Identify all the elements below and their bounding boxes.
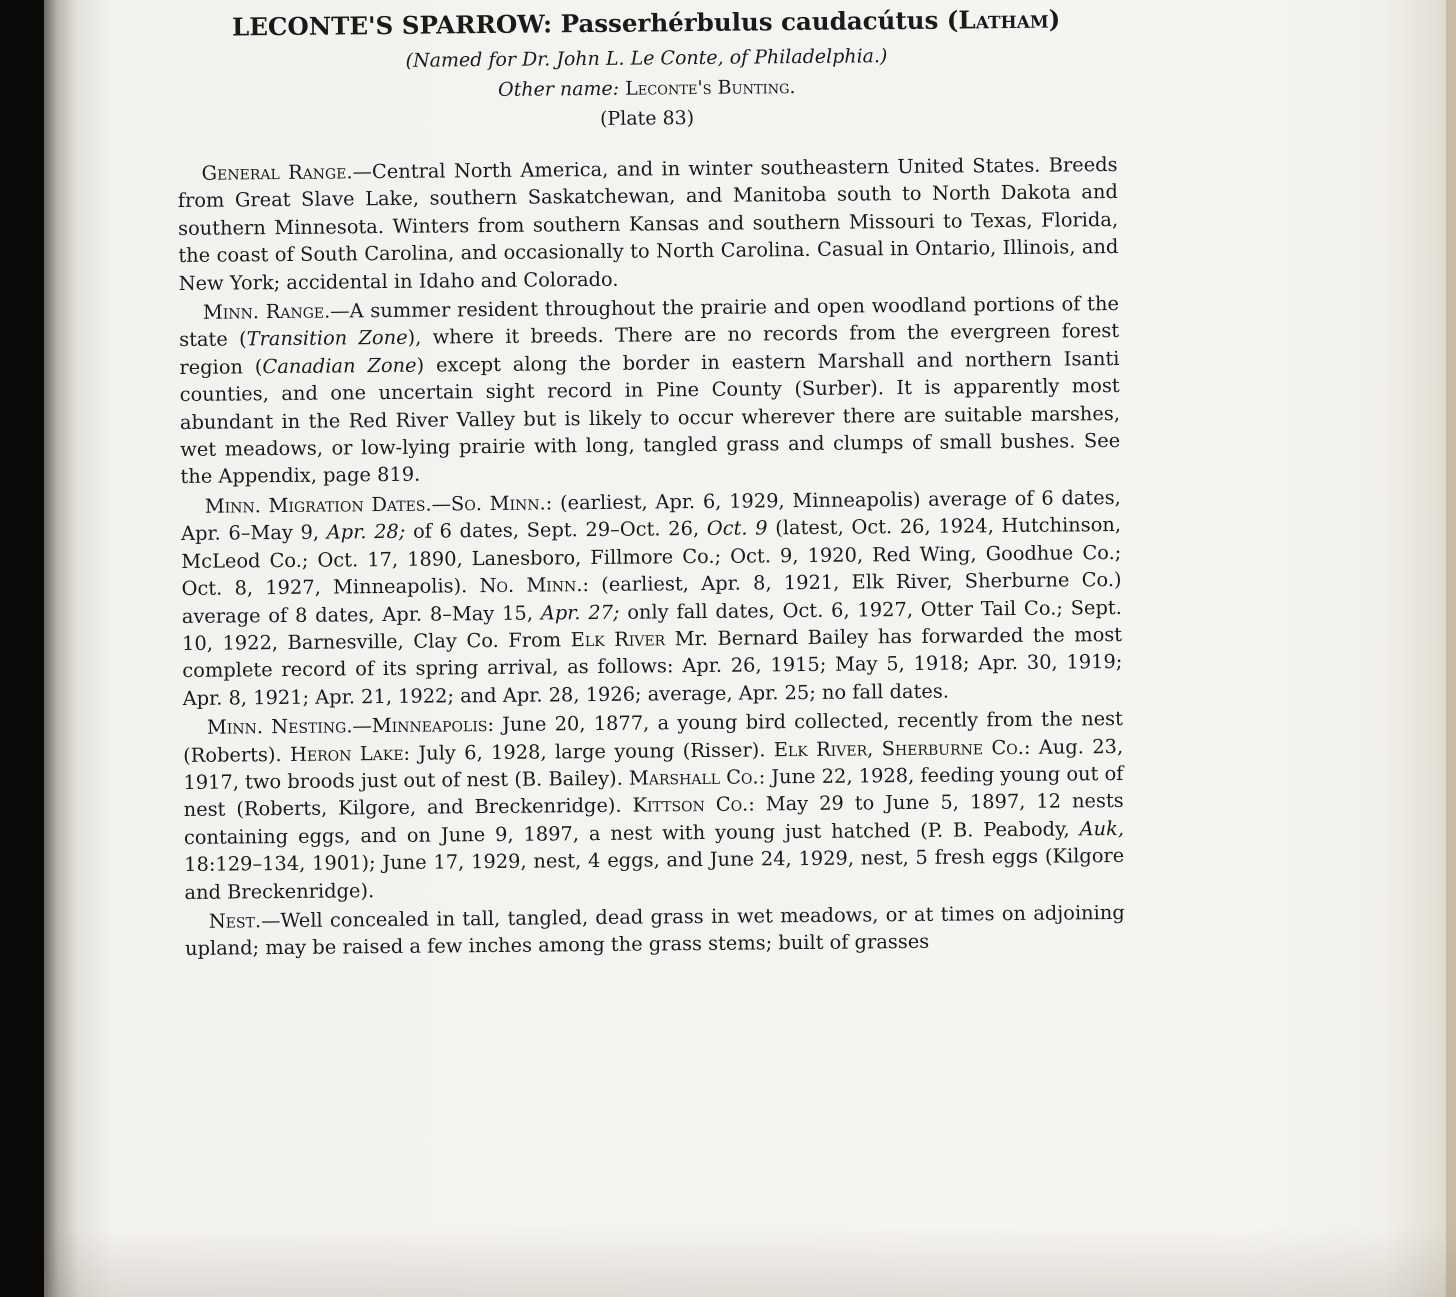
section-heading: Minn. Range. (202, 299, 331, 324)
other-name-label: Other name: (497, 77, 620, 101)
section-heading: Nest. (208, 909, 262, 933)
place-label: Elk River, Sherburne Co. (773, 735, 1024, 761)
scientific-name: Passerhérbulus caudacútus (551, 5, 947, 39)
page-content (176, 0, 1125, 965)
plate-reference: (Plate 83) (599, 107, 695, 130)
migration-dates-paragraph (181, 484, 1123, 712)
page-shadow (44, 1227, 1456, 1297)
section-text: : July 6, 1928, large young (Risser). (403, 737, 774, 765)
section-text: 18:129–134, 1901); June 17, 1929, nest, 4 eggs, and June 24, 1929, nest, 5 fresh eggs (Kilgore and Breckenridge). (184, 844, 1125, 904)
section-text: of 6 dates, Sept. 29–Oct. 26, (405, 517, 707, 544)
section-text: : (earliest, Apr. 6, 1929, Minneapolis) average of 6 dates, Apr. 6–May 9, (180, 485, 1121, 546)
section-text: : June 22, 1928, feeding young out of nest (Roberts, Kilgore, and Breckenridge). (183, 761, 1124, 822)
place-label: Kittson Co. (632, 792, 749, 817)
section-text: Mr. Bernard Bailey has forwarded the most complete record of its spring arrival, as follows: Apr. 26, 1915; May 5, 1918; Apr. 30, 1919; Apr. 8, 1921; Apr. 21, 1922; and Apr. 28, 1926; average, Apr. 25; no fall dates. (182, 622, 1123, 710)
average-date: Oct. 9 (706, 516, 768, 541)
section-text: —A summer resident throughout the prairie and open woodland portions of the state ( (179, 291, 1119, 352)
section-text: (latest, Oct. 26, 1924, Hutchinson, McLeod Co.; Oct. 17, 1890, Lanesboro, Fillmore Co.; Oct. 9, 1920, Red Wing, Goodhue Co.; Oct. 8, 1927, Minneapolis). (181, 513, 1122, 601)
section-text: : (earliest, Apr. 8, 1921, Elk River, Sherburne Co.) average of 8 dates, Apr. 8–May 15, (181, 568, 1122, 628)
section-text: : Aug. 23, 1917, two broods just out of nest (B. Bailey). (183, 734, 1124, 794)
journal-name: Auk, (1079, 816, 1125, 841)
common-name: LECONTE'S SPARROW: (231, 9, 553, 42)
average-date: Apr. 27; (540, 600, 620, 625)
zone-name: Transition Zone (246, 326, 408, 351)
nesting-paragraph (183, 705, 1125, 906)
zone-name: Canadian Zone (262, 353, 417, 379)
place-label: Heron Lake (289, 741, 404, 766)
section-heading: Minn. Migration Dates. (204, 492, 432, 518)
nest-paragraph (185, 899, 1125, 963)
section-text: : June 20, 1877, a young bird collected, recently from the nest (Roberts). (183, 707, 1123, 767)
section-text: —Well concealed in tall, tangled, dead grass in wet meadows, or at times on adjoining upland; may be raised a few inches among the grass stems; built of grasses (184, 900, 1125, 961)
section-text: : May 29 to June 5, 1897, 12 nests containing eggs, and on June 9, 1897, a nest with young just hatched (P. B. Peabody, (183, 789, 1124, 849)
other-name-value: Leconte's Bunting. (619, 76, 796, 100)
general-range-paragraph (177, 151, 1118, 297)
minn-range-paragraph (179, 290, 1121, 491)
name-origin: (Named for Dr. John L. Le Conte, of Philadelphia.) (405, 45, 888, 72)
section-text: —Central North America, and in winter southeastern United States. Breeds from Great Slave Lake, southern Saskatchewan, and Manitoba south to North Dakota and southern Minnesota. Winters from southern Kansas and southern Missouri to Texas, Florida, the coast of South Carolina, and occasionally to North Carolina. Casual in Ontario, Illinois, and New York; accidental in Idaho and Colorado. (177, 152, 1119, 295)
species-author: (Latham) (946, 4, 1061, 35)
section-text: only fall dates, Oct. 6, 1927, Otter Tail Co.; Sept. 10, 1922, Barnesville, Clay Co. From (181, 595, 1122, 655)
region-label: No. Minn. (479, 573, 583, 598)
place-label: Marshall Co. (628, 765, 759, 790)
place-label: —Minneapolis (352, 713, 488, 738)
section-heading: General Range. (201, 160, 353, 185)
place-label: Elk River (570, 627, 666, 652)
average-date: Apr. 28; (326, 520, 406, 544)
section-text: ) except along the border in eastern Marshall and northern Isanti counties, and one uncertain sight record in Pine County (Surber). It is apparently most abundant in the Red River Valley but is likely to occur wherever there are suitable marshes, wet meadows, or low-lying prairie with long, tangled grass and clumps of small bushes. See the Appendix, page 819. (179, 346, 1121, 489)
region-label: —So. Minn. (431, 491, 546, 516)
section-heading: Minn. Nesting. (206, 714, 353, 739)
section-text: ), where it breeds. There are no records from the evergreen forest region ( (179, 319, 1120, 379)
book-page (44, 0, 1456, 1297)
page-edge (1446, 0, 1456, 1297)
